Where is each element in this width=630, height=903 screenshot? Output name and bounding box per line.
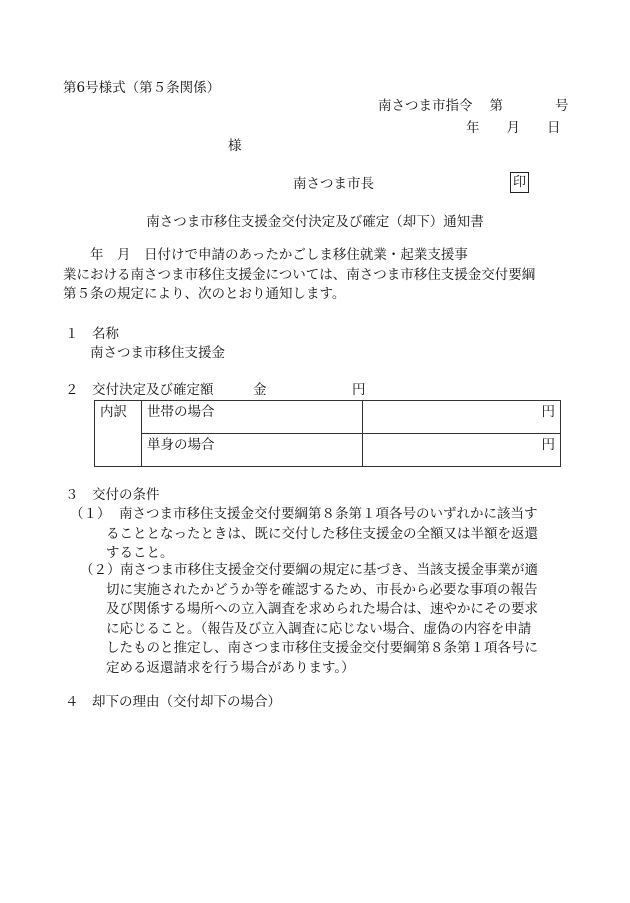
section2-label: 交付決定及び確定額: [92, 382, 214, 398]
seal-box: 印: [510, 172, 529, 193]
condition-line: 定める返還請求を行う場合があります。）: [106, 659, 355, 676]
condition-2-mark: （２）: [80, 562, 121, 578]
section4-label: 却下の理由（交付却下の場合）: [92, 694, 281, 710]
ref-dai: 第: [489, 98, 503, 114]
form-number: 第6号様式（第５条関係）: [63, 80, 221, 96]
condition-line: すること。: [106, 545, 174, 562]
condition-1-mark: （１）: [70, 506, 111, 522]
date-day: 日: [547, 120, 561, 136]
row-amount-unit: 円: [363, 401, 561, 434]
condition-2: [106, 561, 590, 678]
body-line: 年 月 日付けで申請のあったかごしま移住就業・起業支援事: [63, 247, 468, 263]
section2-number: ２: [65, 382, 79, 398]
table-row: [95, 401, 561, 434]
date-year: 年: [466, 120, 480, 136]
condition-line: 南さつま市移住支援金交付要綱第８条第１項各号のいずれかに該当す: [119, 506, 538, 522]
condition-1: [106, 505, 589, 564]
recipient-suffix: 様: [228, 138, 242, 154]
body-line: 業における南さつま市移住支援金については、南さつま市移住支援金交付要綱: [63, 266, 536, 283]
condition-line: ることとなったときは、既に交付した移住支援金の全額又は半額を返還: [106, 525, 538, 542]
condition-line: に応じること。（報告及び立入調査に応じない場合、虚偽の内容を申請: [106, 620, 532, 637]
date-line: [466, 119, 561, 139]
issuer-name: 南さつま市長: [293, 176, 374, 192]
body-paragraph: [63, 246, 573, 305]
section2-kin: 金: [253, 382, 267, 398]
condition-line: 切に実施されたかどうか等を確認するため、市長から必要な事項の報告: [106, 581, 538, 598]
section2-yen: 円: [352, 382, 366, 398]
condition-line: 及び関係する場所への立入調査を求められた場合は、速やかにその要求: [106, 601, 538, 618]
section1-value: 南さつま市移住支援金: [90, 345, 225, 361]
condition-line: 南さつま市移住支援金交付要綱の規定に基づき、当該支援金事業が適: [120, 562, 538, 578]
section1-label: 名称: [92, 326, 119, 342]
ref-go: 号: [555, 98, 569, 114]
row-type: 世帯の場合: [142, 401, 363, 434]
body-line: 第５条の規定により、次のとおり通知します。: [63, 286, 346, 303]
section3-number: ３: [65, 487, 79, 503]
document-title: 南さつま市移住支援金交付決定及び確定（却下）通知書: [146, 214, 484, 230]
row-amount-unit: 円: [363, 434, 561, 467]
table-row: [95, 434, 561, 467]
breakdown-label: 内訳: [95, 401, 142, 467]
ref-prefix: 南さつま市指令: [378, 98, 473, 114]
row-type: 単身の場合: [142, 434, 363, 467]
breakdown-table: [94, 400, 561, 467]
section1-number: １: [65, 326, 79, 342]
section3-label: 交付の条件: [92, 487, 160, 503]
section4-number: ４: [65, 694, 79, 710]
date-month: 月: [506, 120, 520, 136]
reference-number-line: [378, 97, 569, 117]
condition-line: したものと推定し、南さつま市移住支援金交付要綱第８条第１項各号に: [106, 640, 538, 657]
